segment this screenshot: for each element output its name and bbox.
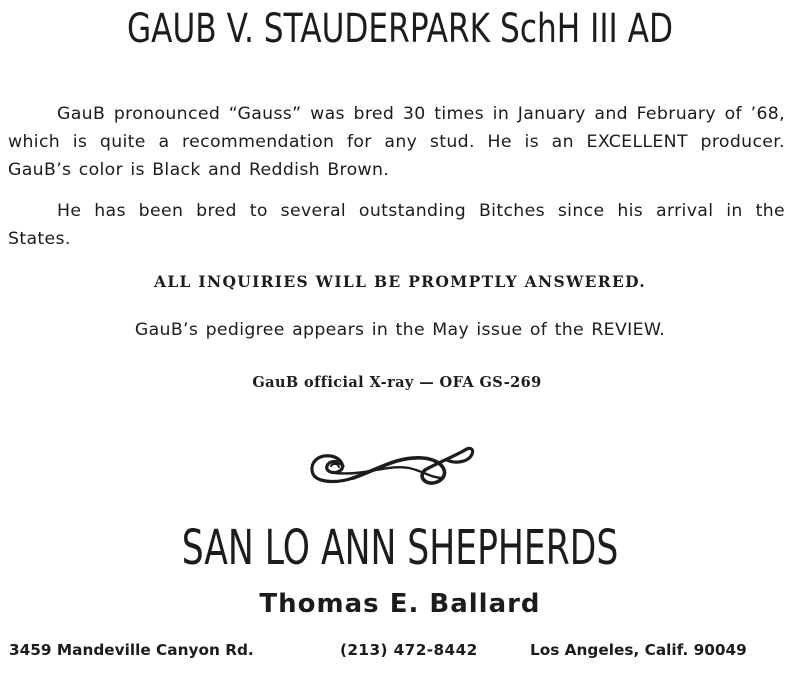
city-address: Los Angeles, Calif. 90049: [530, 641, 747, 659]
kennel-name: SAN LO ANN SHEPHERDS: [181, 520, 619, 576]
owner-name: Thomas E. Ballard: [259, 589, 541, 619]
inquiries-notice: ALL INQUIRIES WILL BE PROMPTLY ANSWERED.: [154, 272, 646, 291]
contact-row: [0, 641, 800, 665]
body-paragraph-1: GauB pronounced “Gauss” was bred 30 times in January and February of ’68, which is quite a recommendation for any stud. He is an EXCELLENT producer. GauB’s color is Black and Reddish Brown.: [8, 104, 785, 180]
headline: GAUB V. STAUDERPARK SchH III AD: [126, 6, 674, 52]
phone-number: (213) 472-8442: [340, 641, 478, 659]
flourish-ornament-icon: [305, 442, 480, 490]
body-paragraph-2: He has been bred to several outstanding Bitches since his arrival in the States.: [8, 201, 785, 249]
pedigree-note: GauB’s pedigree appears in the May issue of the REVIEW.: [134, 320, 666, 340]
street-address: 3459 Mandeville Canyon Rd.: [9, 641, 254, 659]
xray-note: GauB official X-ray — OFA GS-269: [252, 374, 542, 391]
